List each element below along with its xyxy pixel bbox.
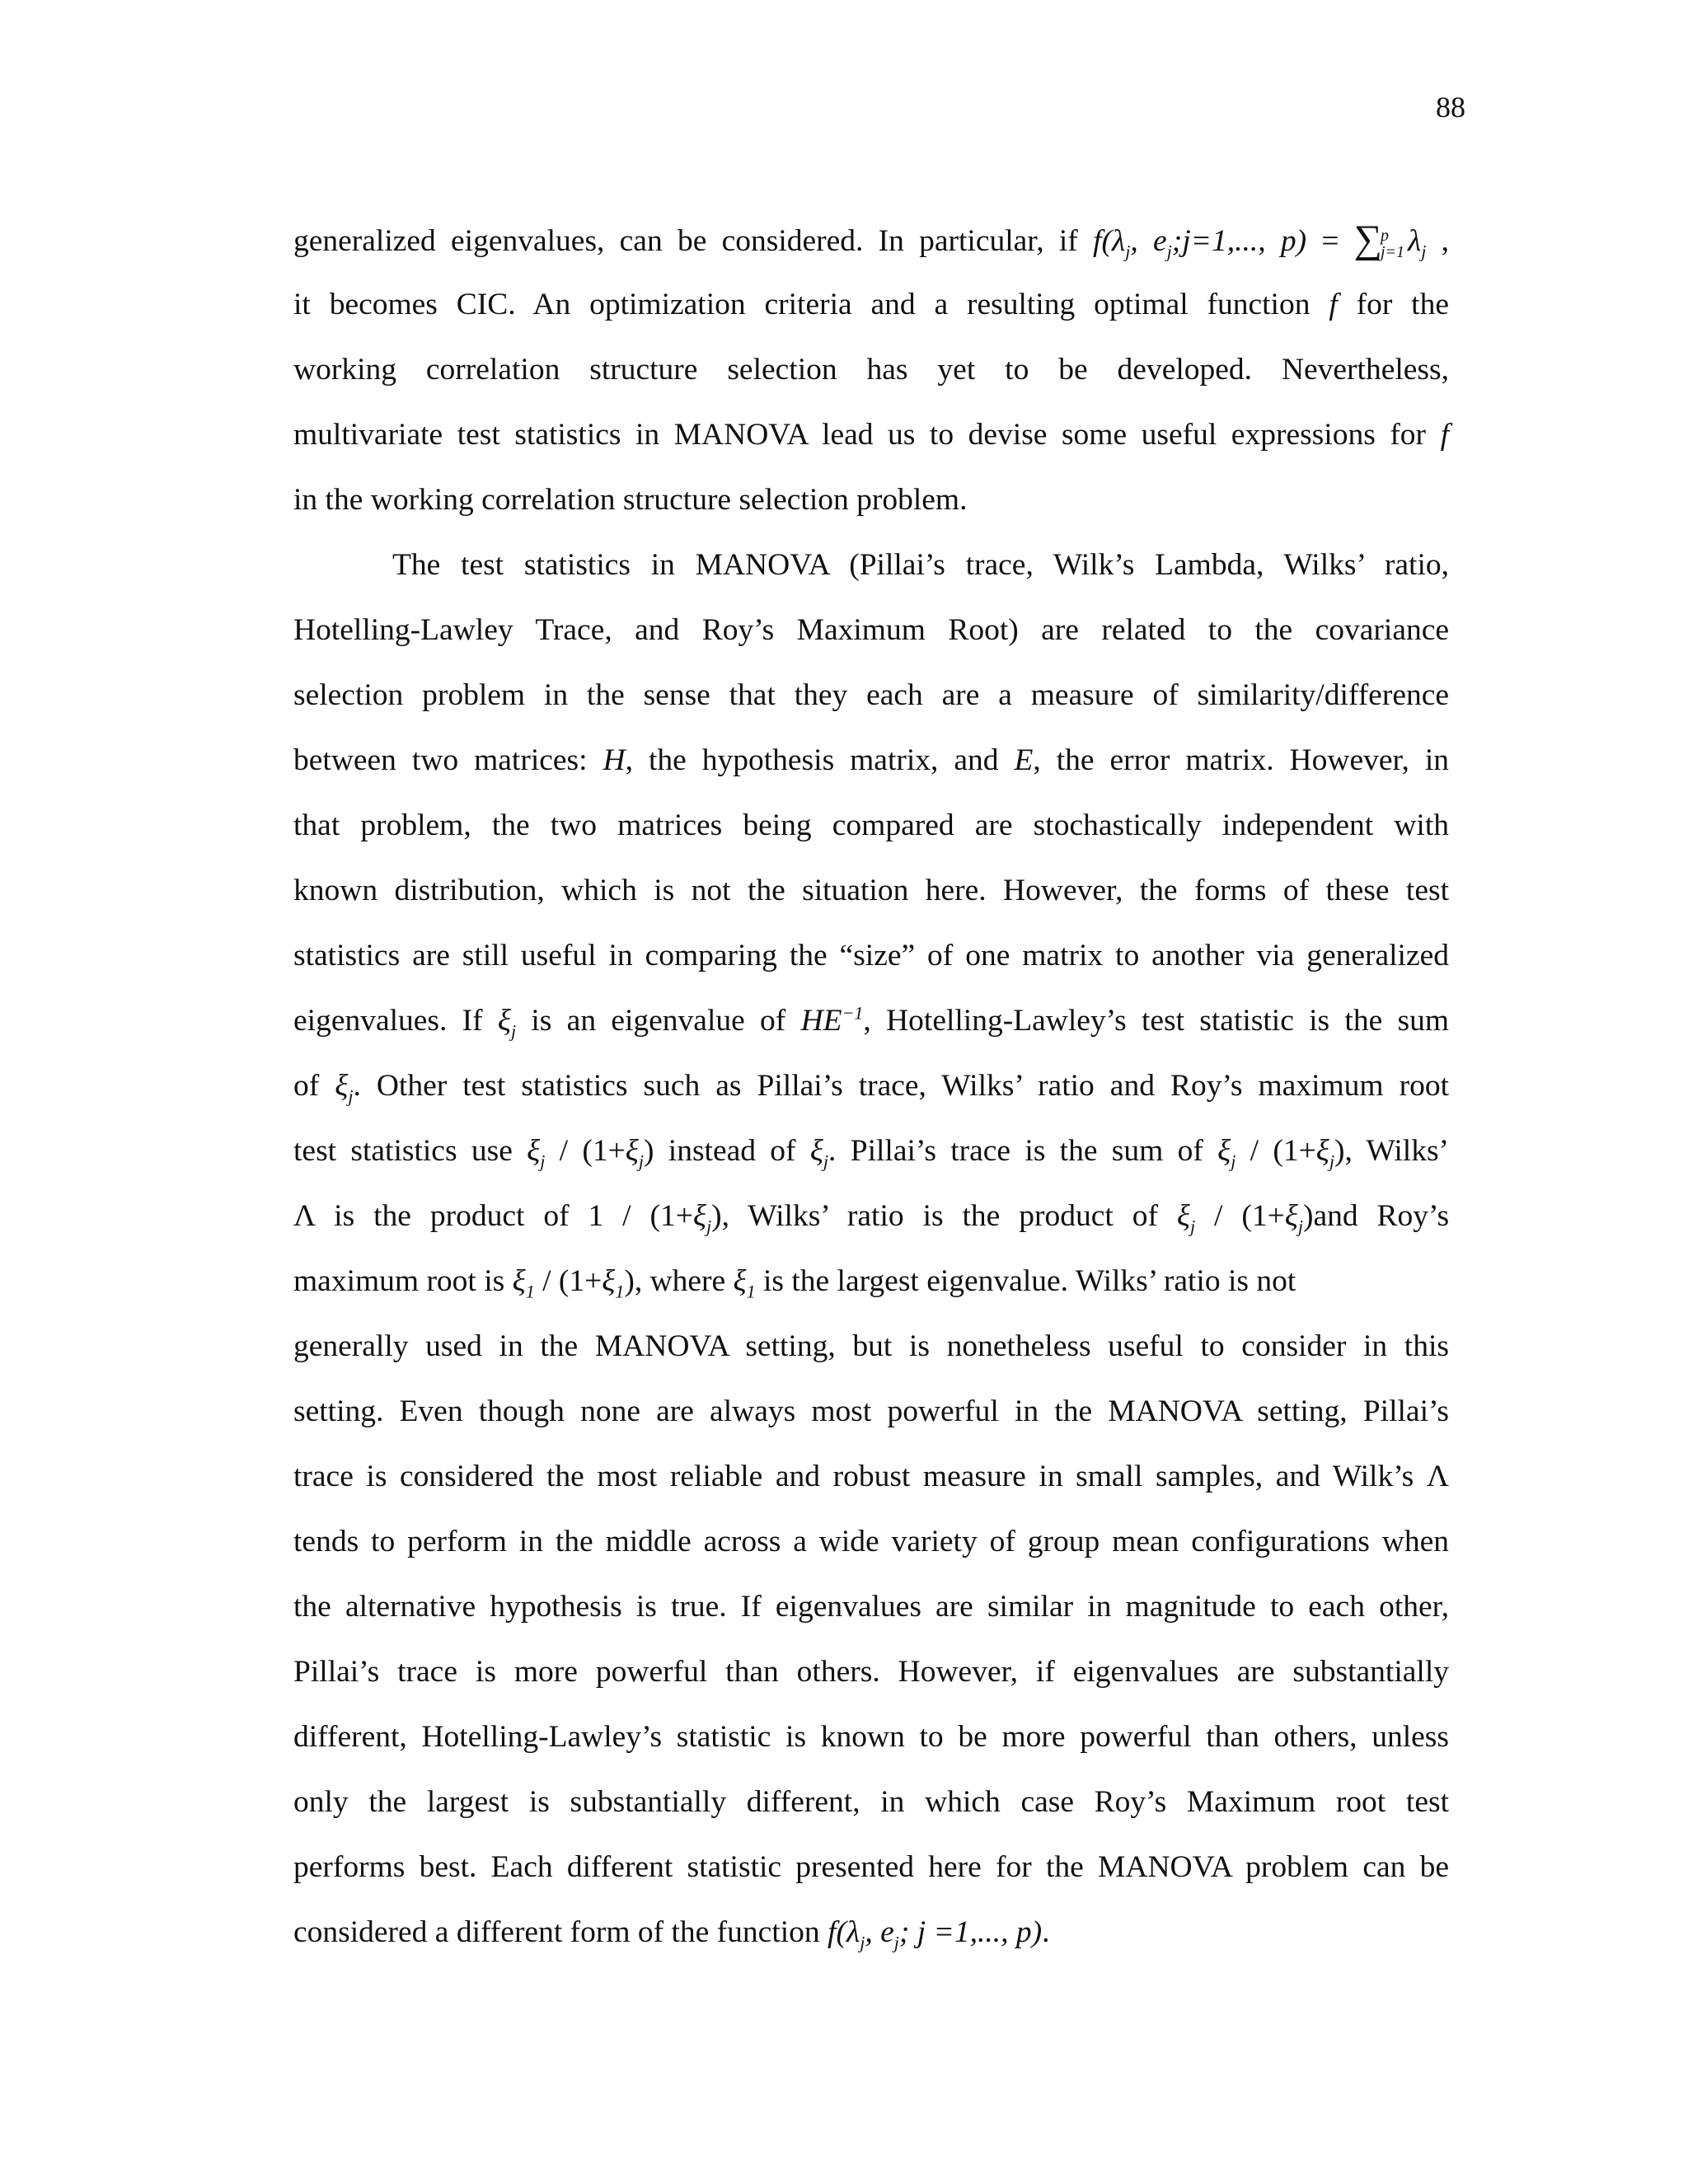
text-line: Hotelling-Lawley Trace, and Roy’s Maximum Root) are related to the covariance [293,613,1449,647]
body-text [293,210,1449,1968]
text-line: The test statistics in MANOVA (Pillai’s trace, Wilk’s Lambda, Wilks’ ratio, [392,548,1449,582]
text-line: maximum root is $\xi_1 / (1+\xi_1)$, where $\xi_1$ is the largest eigenvalue. Wilks’ ratio is not [293,1264,1296,1302]
text-line: trace is considered the most reliable and robust measure in small samples, and Wilk’s Λ [293,1460,1450,1493]
text-line: Λ is the product of $1 / (1+\xi_j)$, Wilks’ ratio is the product of $\xi_j / (1+\xi_j)and$ Roy’s [293,1199,1450,1237]
text-line: setting. Even though none are always most powerful in the MANOVA setting, Pillai’s [293,1394,1449,1428]
text-line: only the largest is substantially different, in which case Roy’s Maximum root test [293,1785,1449,1819]
text-line: eigenvalues. If $\xi_j$ is an eigenvalue of $HE^{-1}$, Hotelling-Lawley’s test statistic is the sum [293,1002,1450,1042]
text-line: different, Hotelling-Lawley’s statistic is known to be more powerful than others, unless [293,1720,1449,1754]
text-line: Pillai’s trace is more powerful than others. However, if eigenvalues are substantially [293,1655,1449,1689]
text-line: multivariate test statistics in MANOVA lead us to devise some useful expressions for f [293,418,1449,452]
text-line: known distribution, which is not the situation here. However, the forms of these test [293,874,1449,907]
text-line: selection problem in the sense that they each are a measure of similarity/difference [293,678,1449,712]
text-line: statistics are still useful in comparing the “size” of one matrix to another via generalized [293,939,1449,972]
text-line: performs best. Each different statistic presented here for the MANOVA problem can be [293,1850,1449,1884]
text-line: the alternative hypothesis is true. If eigenvalues are similar in magnitude to each other, [293,1590,1449,1624]
text-line: generalized eigenvalues, can be considered. In particular, if $f(\lambda_j$, $e_j;j=1$,..., p) = ∑ p j=1 $\lambda_j$ , [293,218,1450,262]
text-line: that problem, the two matrices being compared are stochastically independent with [293,808,1449,842]
text-line: working correlation structure selection has yet to be developed. Nevertheless, [293,353,1449,387]
text-line: in the working correlation structure selection problem. [293,483,968,517]
text-line: it becomes CIC. An optimization criteria and a resulting optimal function f for the [293,288,1449,321]
text-line: generally used in the MANOVA setting, but is nonetheless useful to consider in this [293,1329,1449,1363]
text-line: test statistics use $\xi_j / (1+\xi_j)$ instead of $\xi_j$. Pillai’s trace is the sum of $\xi_j / (1+\xi_j)$, Wilks’ [293,1134,1450,1172]
text-line: tends to perform in the middle across a wide variety of group mean configurations when [293,1525,1449,1558]
text-line: of $\xi_j$. Other test statistics such as Pillai’s trace, Wilks’ ratio and Roy’s maximum root [293,1069,1449,1107]
math-inline: $f(\lambda_j$, $e_j;j=1$,..., p) [1093,224,1307,262]
text-line: considered a different form of the function $f(\lambda_j$, $e_j$; j =1,..., p). [293,1915,1050,1953]
text-line: between two matrices: H, the hypothesis matrix, and E, the error matrix. However, in [293,743,1450,777]
page-number: 88 [1436,91,1465,124]
